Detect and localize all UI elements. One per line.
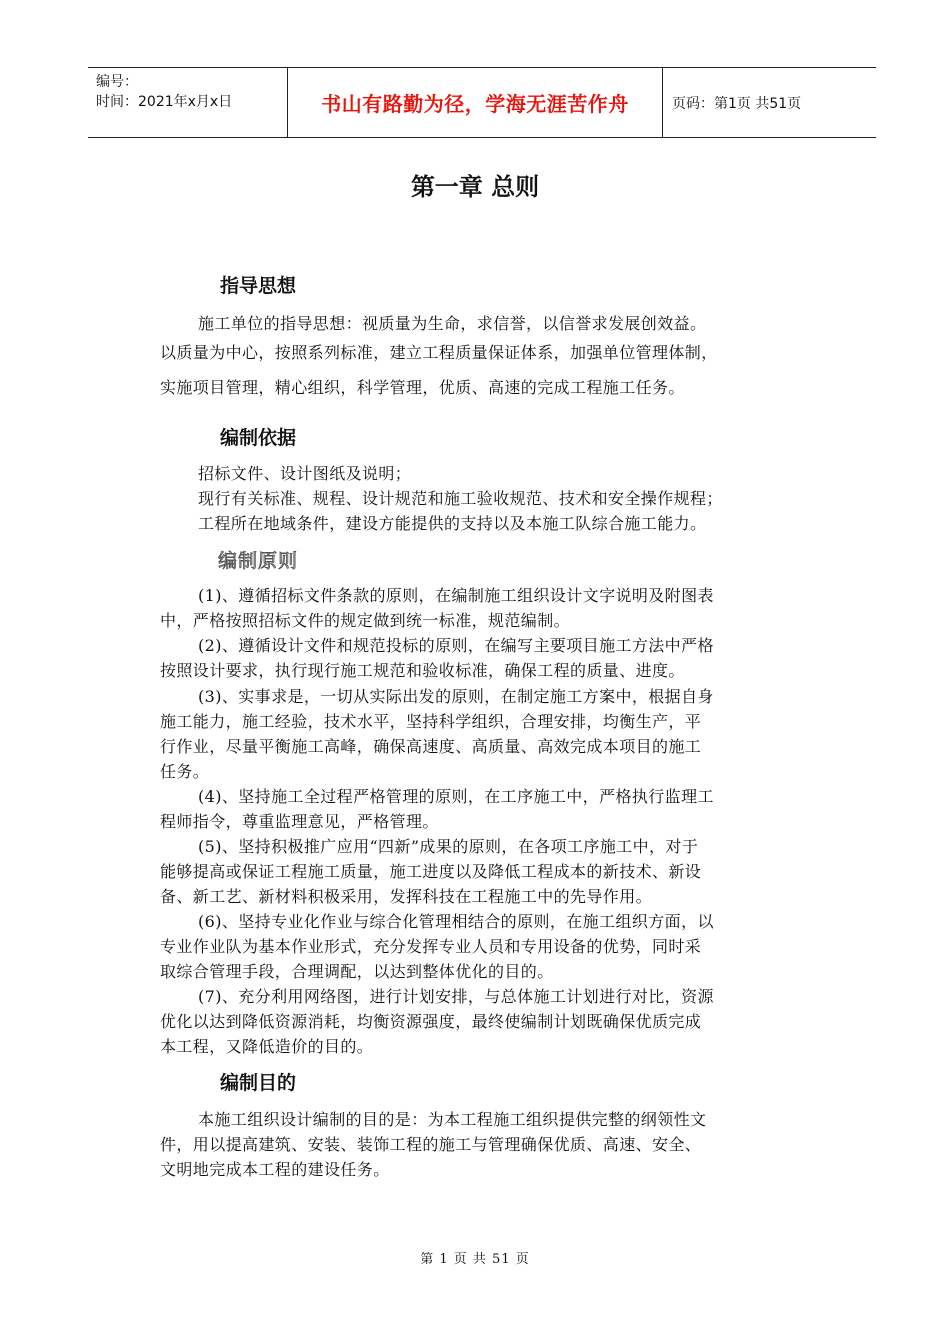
paragraph-line: 件，用以提高建筑、安装、装饰工程的施工与管理确保优质、高速、安全、 (160, 1135, 702, 1154)
paragraph-line: 本工程，又降低造价的目的。 (160, 1037, 374, 1056)
paragraph-line: 任务。 (160, 762, 210, 781)
paragraph-line: (2)、遵循设计文件和规范投标的原则，在编写主要项目施工方法中严格 (198, 636, 714, 655)
paragraph-line: 文明地完成本工程的建设任务。 (160, 1160, 390, 1179)
paragraph-line: 优化以达到降低资源消耗，均衡资源强度，最终使编制计划既确保优质完成 (160, 1012, 702, 1031)
page-footer: 第 1 页 共 51 页 (420, 1252, 530, 1267)
paragraph-line: (1)、遵循招标文件条款的原则，在编制施工组织设计文字说明及附图表 (198, 586, 714, 605)
header-motto-cell (288, 68, 663, 137)
header-motto: 书山有路勤为径，学海无涯苦作舟 (321, 92, 629, 116)
header-meta-cell (88, 68, 288, 137)
paragraph-line: 实施项目管理，精心组织，科学管理，优质、高速的完成工程施工任务。 (160, 378, 685, 397)
paragraph-line: 中，严格按照招标文件的规定做到统一标准，规范编制。 (160, 611, 571, 630)
document-number-label: 编号： (96, 74, 138, 90)
paragraph-line: 备、新工艺、新材料积极采用，发挥科技在工程施工中的先导作用。 (160, 887, 653, 906)
paragraph-line: 现行有关标准、规程、设计规范和施工验收规范、技术和安全操作规程； (198, 489, 723, 508)
paragraph-line: 施工能力，施工经验，技术水平，坚持科学组织，合理安排，均衡生产，平 (160, 712, 702, 731)
paragraph-line: (7)、充分利用网络图，进行计划安排，与总体施工计划进行对比，资源 (198, 987, 714, 1006)
chapter-title: 第一章 总则 (410, 173, 540, 201)
paragraph-line: 以质量为中心，按照系列标准，建立工程质量保证体系，加强单位管理体制， (160, 343, 718, 362)
paragraph-line: 行作业，尽量平衡施工高峰，确保高速度、高质量、高效完成本项目的施工 (160, 737, 702, 756)
paragraph-line: (4)、坚持施工全过程严格管理的原则，在工序施工中，严格执行监理工 (198, 787, 714, 806)
paragraph-line: 程师指令，尊重监理意见，严格管理。 (160, 812, 439, 831)
document-header (88, 67, 876, 138)
paragraph-line: 能够提高或保证工程施工质量，施工进度以及降低工程成本的新技术、新设 (160, 862, 702, 881)
paragraph-line: 施工单位的指导思想：视质量为生命，求信誉，以信誉求发展创效益。 (198, 314, 707, 333)
section-heading-principles: 编制原则 (218, 550, 299, 572)
document-time-label: 时间：2021年x月x日 (96, 94, 233, 110)
paragraph-line: (6)、坚持专业化作业与综合化管理相结合的原则，在施工组织方面，以 (198, 912, 714, 931)
paragraph-line: 取综合管理手段，合理调配，以达到整体优化的目的。 (160, 962, 554, 981)
section-heading-guiding: 指导思想 (220, 275, 297, 297)
paragraph-line: 工程所在地域条件，建设方能提供的支持以及本施工队综合施工能力。 (198, 514, 707, 533)
paragraph-line: (3)、实事求是，一切从实际出发的原则，在制定施工方案中，根据自身 (198, 687, 714, 706)
paragraph-line: 本施工组织设计编制的目的是：为本工程施工组织提供完整的纲领性文 (198, 1110, 707, 1129)
paragraph-line: 招标文件、设计图纸及说明； (198, 464, 412, 483)
paragraph-line: 按照设计要求，执行现行施工规范和验收标准，确保工程的质量、进度。 (160, 661, 685, 680)
header-page-label: 页码：第1页 共51页 (672, 95, 802, 112)
paragraph-line: (5)、坚持积极推广应用“四新”成果的原则，在各项工序施工中，对于 (198, 837, 699, 856)
header-page-cell (663, 68, 876, 137)
paragraph-line: 专业作业队为基本作业形式，充分发挥专业人员和专用设备的优势，同时采 (160, 937, 702, 956)
section-heading-basis: 编制依据 (220, 427, 297, 449)
section-heading-purpose: 编制目的 (220, 1072, 297, 1094)
